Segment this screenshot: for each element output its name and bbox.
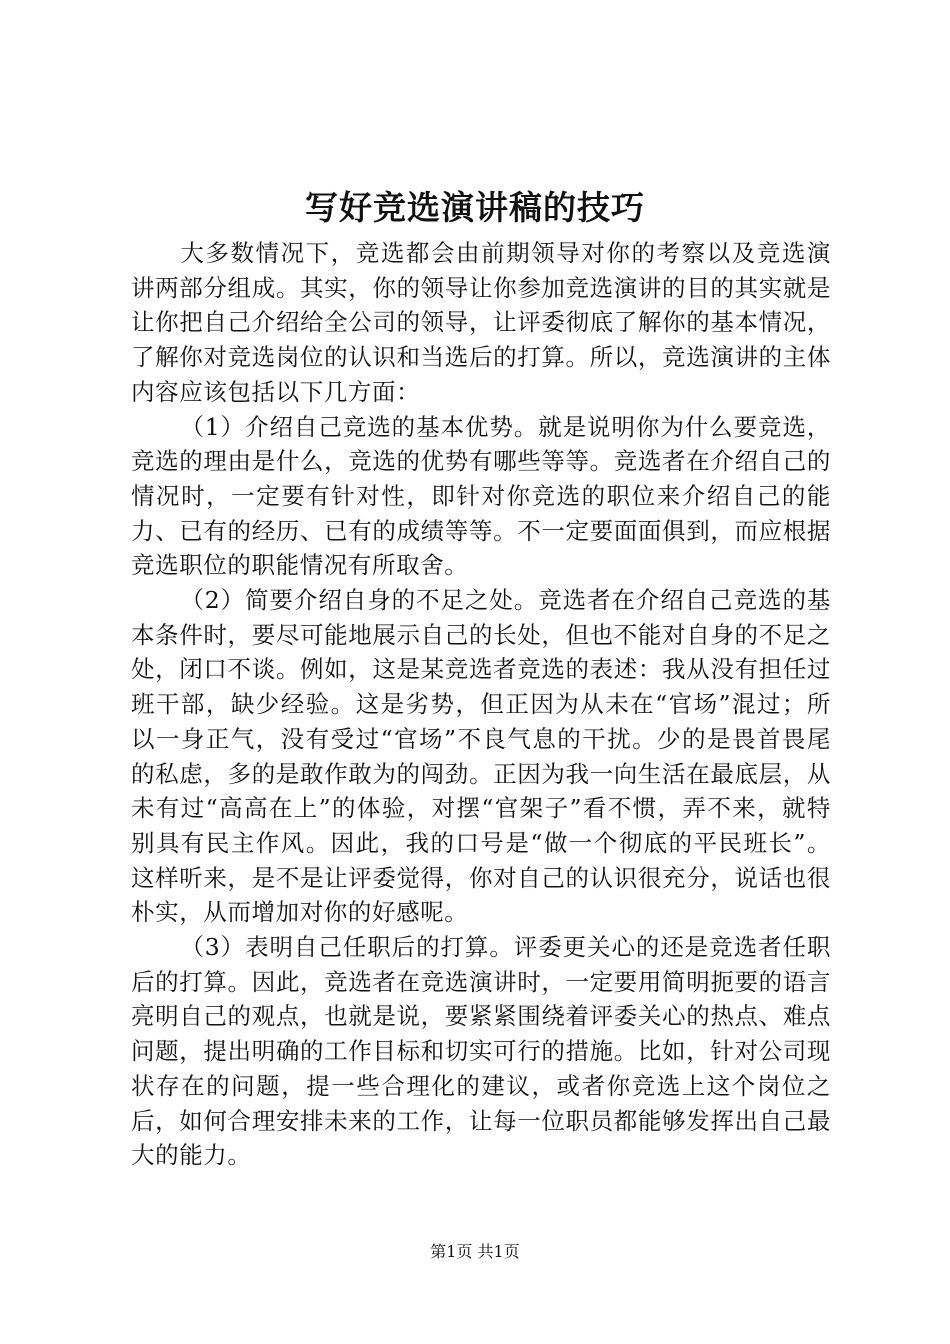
document-title: 写好竞选演讲稿的技巧 <box>305 188 645 227</box>
document-body <box>131 236 831 1173</box>
paragraph-point-3: （3）表明自己任职后的打算。评委更关心的还是竞选者任职后的打算。因此，竞选者在竞选演讲时，一定要用简明扼要的语言亮明自己的观点，也就是说，要紧紧围绕着评委关心的热点、难点问题，提出明确的工作目标和切实可行的措施。比如，针对公司现状存在的问题，提一些合理化的建议，或者你竞选上这个岗位之后，如何合理安排未来的工作，让每一位职员都能够发挥出自己最大的能力。 <box>131 933 831 1170</box>
paragraph-point-2: （2）简要介绍自身的不足之处。竞选者在介绍自己竞选的基本条件时，要尽可能地展示自己的长处，但也不能对自身的不足之处，闭口不谈。例如，这是某竞选者竞选的表述：我从没有担任过班干部，缺少经验。这是劣势，但正因为从未在“官场”混过；所以一身正气，没有受过“官场”不良气息的干扰。少的是畏首畏尾的私虑，多的是敢作敢为的闯劲。正因为我一向生活在最底层，从未有过“高高在上”的体验，对摆“官架子”看不惯，弄不来，就特别具有民主作风。因此，我的口号是“做一个彻底的平民班长”。这样听来，是不是让评委觉得，你对自己的认识很充分，说话也很朴实，从而增加对你的好感呢。 <box>131 586 831 927</box>
paragraph-point-1: （1）介绍自己竞选的基本优势。就是说明你为什么要竞选，竞选的理由是什么，竞选的优势有哪些等等。竞选者在介绍自己的情况时，一定要有针对性，即针对你竞选的职位来介绍自己的能力、已有的经历、已有的成绩等等。不一定要面面俱到，而应根据竞选职位的职能情况有所取舍。 <box>131 412 831 580</box>
page-footer: 第1页 共1页 <box>430 1242 520 1261</box>
paragraph-intro: 大多数情况下，竞选都会由前期领导对你的考察以及竞选演讲两部分组成。其实，你的领导让你参加竞选演讲的目的其实就是让你把自己介绍给全公司的领导，让评委彻底了解你的基本情况，了解你对竞选岗位的认识和当选后的打算。所以，竞选演讲的主体内容应该包括以下几方面： <box>131 239 831 406</box>
